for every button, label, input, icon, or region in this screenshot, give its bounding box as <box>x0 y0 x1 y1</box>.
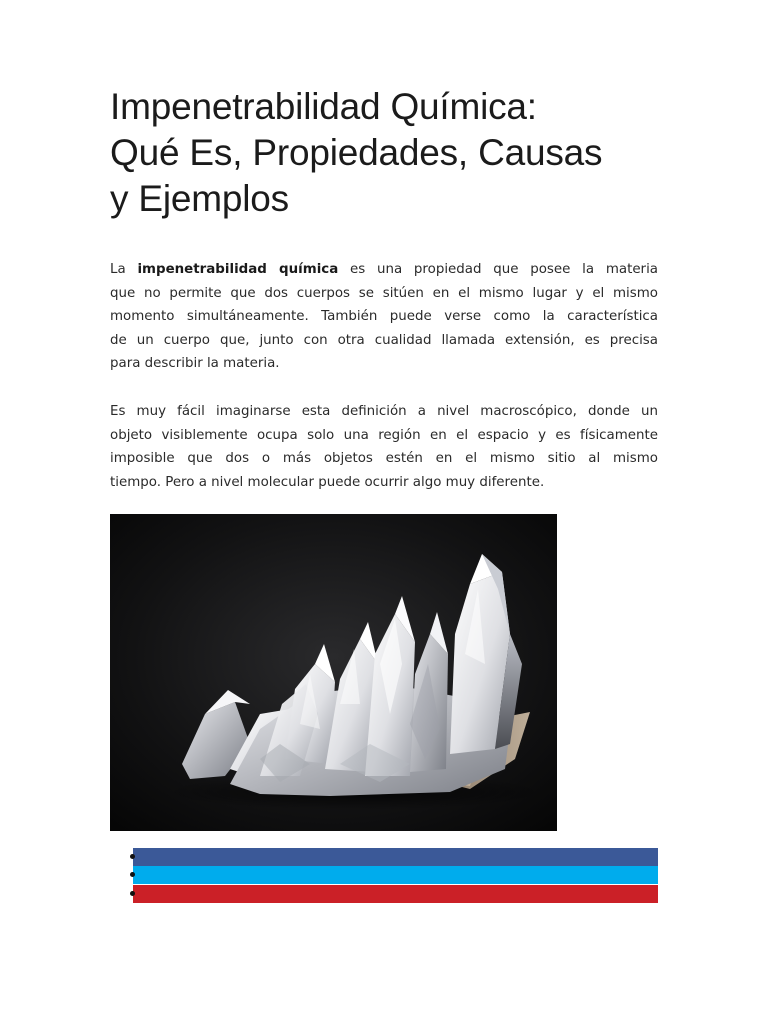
bullet-icon <box>130 891 135 896</box>
title-line: Qué Es, Propiedades, Causas <box>110 132 603 173</box>
pinterest-share-bar[interactable] <box>133 885 658 903</box>
facebook-share-bar[interactable] <box>133 848 658 866</box>
bold-term: impenetrabilidad química <box>137 262 339 277</box>
lead-text: La <box>110 262 138 277</box>
title-line: y Ejemplos <box>110 178 289 219</box>
line-text: es una propiedad que posee la materia <box>338 262 658 277</box>
paragraph-line: Es muy fácil imaginarse esta definición a nivel macroscópico, donde un <box>110 404 658 419</box>
paragraph-line: momento simultáneamente. También puede verse como la característica <box>110 309 658 325</box>
second-paragraph <box>110 400 658 494</box>
paragraph-line: objeto visiblemente ocupa solo una región en el espacio y es físicamente <box>110 427 658 443</box>
page-title <box>110 84 670 222</box>
crystal-illustration <box>110 514 557 831</box>
quartz-crystal-photo <box>110 514 557 831</box>
paragraph-line: tiempo. Pero a nivel molecular puede ocurrir algo muy diferente. <box>110 474 545 490</box>
intro-paragraph <box>110 258 658 376</box>
paragraph-line: que no permite que dos cuerpos se sitúen en el mismo lugar y el mismo <box>110 285 658 301</box>
paragraph-line: para describir la materia. <box>110 356 280 372</box>
title-line: Impenetrabilidad Química: <box>110 86 537 127</box>
paragraph-line <box>110 258 658 282</box>
paragraph-line: de un cuerpo que, junto con otra cualidad llamada extensión, es precisa <box>110 332 658 348</box>
twitter-share-bar[interactable] <box>133 866 658 884</box>
bullet-icon <box>130 854 135 859</box>
bullet-icon <box>130 872 135 877</box>
paragraph-line: imposible que dos o más objetos estén en el mismo sitio al mismo <box>110 451 658 467</box>
